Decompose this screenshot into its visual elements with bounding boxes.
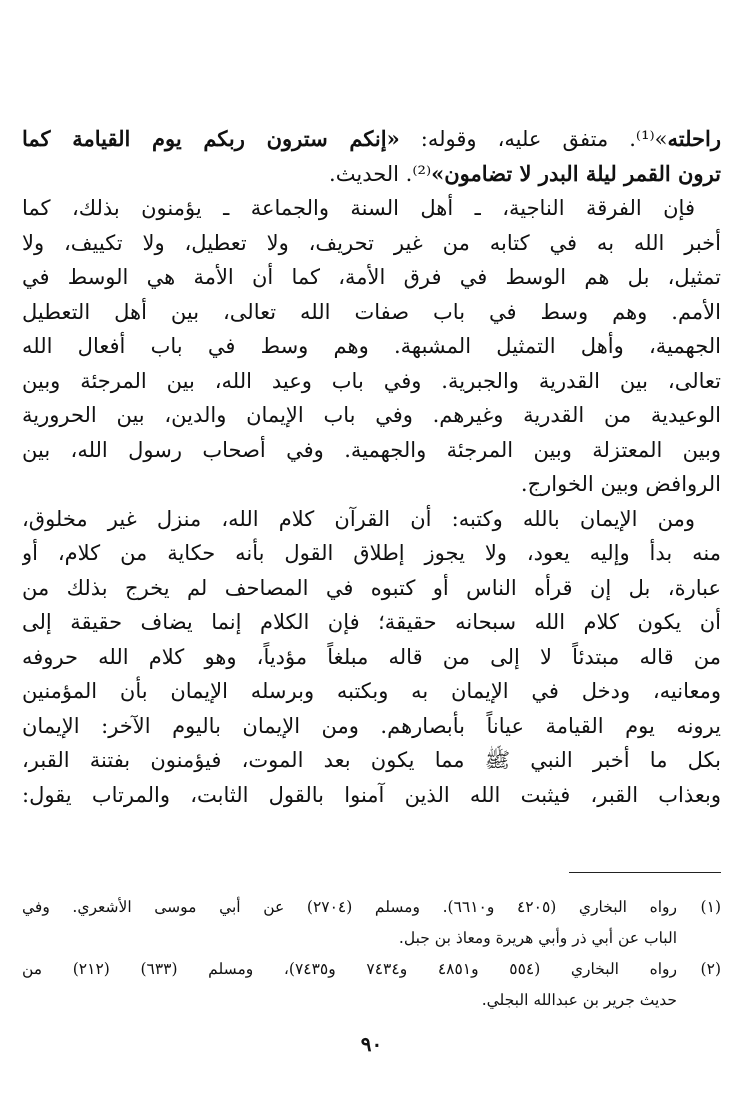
text-line: أن يكون كلام الله سبحانه حقيقة؛ فإن الكلام إنما يضاف حقيقة إلى [22,610,721,634]
text-line: أخبر الله به في كتابه من غير تحريف، ولا تعطيل، ولا تكييف، ولا [22,230,721,255]
footnote-text: رواه البخاري (٥٥٤ و٤٨٥١ و٧٤٣٤ و٧٤٣٥)، ومسلم (٦٣٣) (٢١٢) من [22,960,677,978]
text-line: من قاله مبتدئاً لا إلى من قاله مبلغاً مؤدياً، وهو كلام الله حروفه [22,644,721,669]
text-line: بكل ما أخبر النبي ﷺ مما يكون بعد الموت، فيؤمنون بفتنة القبر، [22,748,721,772]
text-line: ومعانيه، ودخل في الإيمان به وبكتبه وبرسله الإيمان بأن المؤمنين [22,679,721,703]
text-line: الوعيدية من القدرية وغيرهم. وفي باب الإيمان والدين، بين الحرورية [22,403,721,427]
text-line: وبين المعتزلة وبين المرجئة والجهمية. وفي أصحاب رسول الله، بين [22,437,721,462]
quoted-text: «إنكم سترون ربكم يوم القيامة كما [22,126,400,151]
footnote-2-line-2: حديث جرير بن عبدالله البجلي. [481,991,677,1009]
footnote-text: رواه البخاري (٤٢٠٥ و٦٦١٠). ومسلم (٢٧٠٤) عن أبي موسى الأشعري. وفي [22,898,677,916]
footnote-1-line-2: الباب عن أبي ذر وأبي هريرة ومعاذ بن جبل. [398,929,677,947]
text-line: تمثيل، بل هم الوسط في فرق الأمة، كما أن الأمة هي الوسط في [22,265,721,289]
page-number: ٩٠ [360,1032,383,1056]
footnote-number: (٢) [700,960,721,978]
text-line: ومن الإيمان بالله وكتبه: أن القرآن كلام الله، منزل غير مخلوق، [22,506,695,531]
quoted-text: ترون القمر ليلة البدر لا تضامون» [431,160,721,186]
footnotes [22,892,721,1016]
footnote-number: (١) [700,898,721,916]
text-line: يرونه يوم القيامة عياناً بأبصارهم. ومن الإيمان باليوم الآخر: الإيمان [22,713,721,738]
footnote-2-line-1 [22,954,721,985]
text-line: الأمم. وهم وسط في باب صفات الله تعالى، بين أهل التعطيل [22,299,721,324]
text-line: فإن الفرقة الناجية، ـ أهل السنة والجماعة ـ يؤمنون بذلك، كما [22,196,695,220]
text-line: الروافض وبين الخوارج. [520,472,721,496]
body-text [22,122,721,812]
text-line: عبارة، بل إن قرأه الناس أو كتبوه في المصاحف لم يخرج بذلك من [22,575,721,600]
text-line: الجهمية، وأهل التمثيل المشبهة. وهم وسط في باب أفعال الله [22,334,721,358]
text-line: راحلته»⁽¹⁾. متفق عليه، وقوله: «إنكم سترون ربكم يوم القيامة كما [22,126,721,151]
text-line: منه بدأ وإليه يعود، ولا يجوز إطلاق القول بأنه حكاية من كلام، أو [22,541,721,565]
text-line: تعالى، بين القدرية والجبرية. وفي باب وعيد الله، بين المرجئة وبين [22,368,721,393]
footnote-1-line-1 [22,892,721,923]
text-line: ترون القمر ليلة البدر لا تضامون»⁽²⁾. الحديث. [329,160,721,186]
footnote-divider [569,872,721,873]
quoted-text: راحلته [667,126,721,151]
text-line: وبعذاب القبر، فيثبت الله الذين آمنوا بالقول الثابت، والمرتاب يقول: [22,782,721,807]
